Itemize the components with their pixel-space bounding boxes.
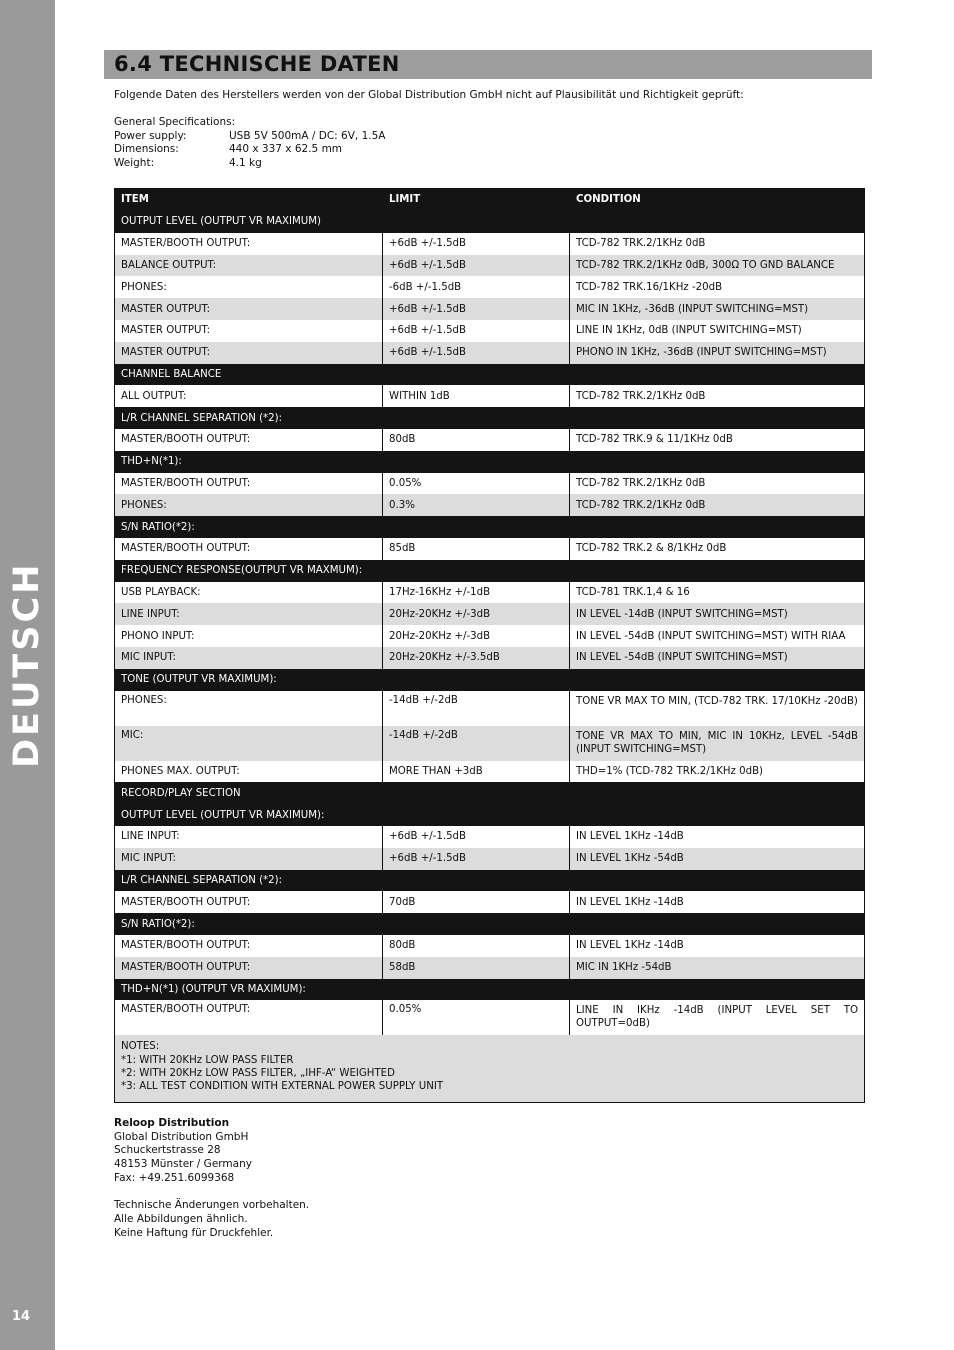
page-number: 14	[12, 1309, 31, 1324]
section-label: L/R CHANNEL SEPARATION (*2):	[115, 407, 865, 429]
limit-cell: -6dB +/-1.5dB	[383, 276, 570, 298]
limit-cell: +6dB +/-1.5dB	[383, 320, 570, 342]
section-row	[115, 870, 865, 892]
spec-label: Power supply:	[114, 129, 187, 142]
footer-disclaimer: Alle Abbildungen ähnlich.	[114, 1212, 248, 1225]
sidebar	[0, 0, 55, 1350]
condition-cell: IN LEVEL 1KHz -14dB	[570, 935, 865, 957]
table-row	[115, 935, 865, 957]
section-row	[115, 516, 865, 538]
condition-cell: TCD-782 TRK.2/1KHz 0dB	[570, 473, 865, 495]
item-cell: PHONES MAX. OUTPUT:	[115, 761, 383, 783]
table-row	[115, 957, 865, 979]
item-cell: BALANCE OUTPUT:	[115, 255, 383, 277]
general-specifications-heading: General Specifications:	[114, 116, 236, 128]
table-row	[115, 582, 865, 604]
limit-cell: 58dB	[383, 957, 570, 979]
condition-cell: TCD-782 TRK.2 & 8/1KHz 0dB	[570, 538, 865, 560]
table-header-row	[115, 188, 865, 211]
footer-address-line: Global Distribution GmbH	[114, 1130, 249, 1143]
note-line: NOTES:	[121, 1041, 160, 1053]
table-row	[115, 1000, 865, 1035]
section-row	[115, 407, 865, 429]
limit-cell: 0.05%	[383, 1000, 570, 1035]
table-row	[115, 691, 865, 726]
limit-cell: 0.05%	[383, 473, 570, 495]
section-label: S/N RATIO(*2):	[115, 913, 865, 935]
condition-cell: TCD-782 TRK.2/1KHz 0dB	[570, 233, 865, 255]
section-title: 6.4 TECHNISCHE DATEN	[114, 52, 400, 76]
item-cell: MIC INPUT:	[115, 848, 383, 870]
item-cell: MASTER/BOOTH OUTPUT:	[115, 957, 383, 979]
condition-cell: TCD-782 TRK.2/1KHz 0dB, 300Ω TO GND BALANCE	[570, 255, 865, 277]
header-item: ITEM	[115, 188, 383, 211]
notes-cell	[115, 1035, 865, 1103]
item-cell: LINE INPUT:	[115, 603, 383, 625]
table-row	[115, 429, 865, 451]
item-cell: MASTER/BOOTH OUTPUT:	[115, 1000, 383, 1035]
limit-cell: 85dB	[383, 538, 570, 560]
limit-cell: 80dB	[383, 429, 570, 451]
section-label: CHANNEL BALANCE	[115, 364, 865, 386]
limit-cell: 0.3%	[383, 494, 570, 516]
section-label: FREQUENCY RESPONSE(OUTPUT VR MAXMUM):	[115, 560, 865, 582]
item-cell: MASTER OUTPUT:	[115, 298, 383, 320]
section-row	[115, 804, 865, 826]
table-row	[115, 473, 865, 495]
spec-value: 4.1 kg	[229, 156, 262, 169]
item-cell: PHONO INPUT:	[115, 625, 383, 647]
section-label: THD+N(*1):	[115, 451, 865, 473]
condition-cell: IN LEVEL -54dB (INPUT SWITCHING=MST)	[570, 647, 865, 669]
spec-label: Dimensions:	[114, 143, 179, 156]
limit-cell: 17Hz-16KHz +/-1dB	[383, 582, 570, 604]
table-row	[115, 761, 865, 783]
item-cell: MASTER/BOOTH OUTPUT:	[115, 538, 383, 560]
section-row	[115, 364, 865, 386]
table-row	[115, 494, 865, 516]
condition-cell: LINE IN IKHz -14dB (INPUT LEVEL SET TO OUTPUT=0dB)	[570, 1000, 865, 1035]
limit-cell: 80dB	[383, 935, 570, 957]
table-row	[115, 726, 865, 761]
limit-cell: -14dB +/-2dB	[383, 691, 570, 726]
table-row	[115, 625, 865, 647]
section-row	[115, 451, 865, 473]
limit-cell: 20Hz-20KHz +/-3dB	[383, 603, 570, 625]
table-row	[115, 826, 865, 848]
condition-cell: TCD-782 TRK.2/1KHz 0dB	[570, 494, 865, 516]
condition-cell: TONE VR MAX TO MIN, MIC IN 10KHz, LEVEL -54dB (INPUT SWITCHING=MST)	[570, 726, 865, 761]
limit-cell: +6dB +/-1.5dB	[383, 826, 570, 848]
section-row	[115, 669, 865, 691]
note-line: *2: WITH 20KHz LOW PASS FILTER, „IHF-A“ WEIGHTED	[121, 1067, 395, 1079]
header-condition: CONDITION	[570, 188, 865, 211]
footer-disclaimer: Technische Änderungen vorbehalten.	[114, 1199, 310, 1212]
item-cell: ALL OUTPUT:	[115, 385, 383, 407]
condition-cell: TCD-782 TRK.16/1KHz -20dB	[570, 276, 865, 298]
header-limit: LIMIT	[383, 188, 570, 211]
note-line: *3: ALL TEST CONDITION WITH EXTERNAL POWER SUPPLY UNIT	[121, 1080, 444, 1092]
limit-cell: 70dB	[383, 891, 570, 913]
item-cell: MASTER OUTPUT:	[115, 342, 383, 364]
section-label: S/N RATIO(*2):	[115, 516, 865, 538]
table-row	[115, 320, 865, 342]
table-row	[115, 891, 865, 913]
limit-cell: +6dB +/-1.5dB	[383, 298, 570, 320]
section-row	[115, 211, 865, 233]
limit-cell: 20Hz-20KHz +/-3dB	[383, 625, 570, 647]
section-label: TONE (OUTPUT VR MAXIMUM):	[115, 669, 865, 691]
limit-cell: WITHIN 1dB	[383, 385, 570, 407]
section-heading-bar	[104, 50, 872, 79]
footer-fax: Fax: +49.251.6099368	[114, 1171, 235, 1184]
section-label: L/R CHANNEL SEPARATION (*2):	[115, 870, 865, 892]
item-cell: MASTER OUTPUT:	[115, 320, 383, 342]
condition-cell: MIC IN 1KHz, -36dB (INPUT SWITCHING=MST)	[570, 298, 865, 320]
section-row	[115, 560, 865, 582]
spec-row	[114, 130, 385, 144]
footer-address-line: Schuckertstrasse 28	[114, 1144, 221, 1157]
condition-cell: THD=1% (TCD-782 TRK.2/1KHz 0dB)	[570, 761, 865, 783]
table-row	[115, 276, 865, 298]
item-cell: MIC INPUT:	[115, 647, 383, 669]
limit-cell: -14dB +/-2dB	[383, 726, 570, 761]
section-row	[115, 979, 865, 1001]
table-row	[115, 255, 865, 277]
notes-row	[115, 1035, 865, 1103]
spec-row	[114, 143, 385, 157]
condition-cell: IN LEVEL 1KHz -14dB	[570, 826, 865, 848]
condition-cell: TONE VR MAX TO MIN, (TCD-782 TRK. 17/10KHz -20dB)	[570, 691, 865, 726]
item-cell: LINE INPUT:	[115, 826, 383, 848]
note-line: *1: WITH 20KHz LOW PASS FILTER	[121, 1054, 294, 1066]
section-row	[115, 782, 865, 804]
item-cell: PHONES:	[115, 494, 383, 516]
condition-cell: PHONO IN 1KHz, -36dB (INPUT SWITCHING=MST)	[570, 342, 865, 364]
item-cell: MASTER/BOOTH OUTPUT:	[115, 891, 383, 913]
table-row	[115, 233, 865, 255]
condition-cell: TCD-782 TRK.2/1KHz 0dB	[570, 385, 865, 407]
section-label: OUTPUT LEVEL (OUTPUT VR MAXIMUM):	[115, 804, 865, 826]
footer-company: Reloop Distribution	[114, 1117, 230, 1129]
item-cell: MIC:	[115, 726, 383, 761]
limit-cell: 20Hz-20KHz +/-3.5dB	[383, 647, 570, 669]
item-cell: MASTER/BOOTH OUTPUT:	[115, 473, 383, 495]
section-label: RECORD/PLAY SECTION	[115, 782, 865, 804]
item-cell: MASTER/BOOTH OUTPUT:	[115, 233, 383, 255]
general-specifications	[114, 116, 385, 170]
item-cell: PHONES:	[115, 691, 383, 726]
spec-table	[114, 188, 865, 1103]
item-cell: MASTER/BOOTH OUTPUT:	[115, 935, 383, 957]
table-row	[115, 603, 865, 625]
section-label: THD+N(*1) (OUTPUT VR MAXIMUM):	[115, 979, 865, 1001]
condition-cell: TCD-782 TRK.9 & 11/1KHz 0dB	[570, 429, 865, 451]
footer-disclaimer: Keine Haftung für Druckfehler.	[114, 1226, 274, 1239]
spec-row	[114, 157, 385, 171]
table-row	[115, 385, 865, 407]
language-label: DEUTSCH	[7, 561, 47, 768]
section-row	[115, 913, 865, 935]
item-cell: MASTER/BOOTH OUTPUT:	[115, 429, 383, 451]
item-cell: USB PLAYBACK:	[115, 582, 383, 604]
intro-text: Folgende Daten des Herstellers werden von der Global Distribution GmbH nicht auf Plausibilität und Richtigkeit geprüft:	[114, 89, 744, 101]
table-row	[115, 538, 865, 560]
condition-cell: IN LEVEL 1KHz -14dB	[570, 891, 865, 913]
spec-label: Weight:	[114, 156, 155, 169]
section-label: OUTPUT LEVEL (OUTPUT VR MAXIMUM)	[115, 211, 865, 233]
condition-cell: IN LEVEL 1KHz -54dB	[570, 848, 865, 870]
footer-address-line: 48153 Münster / Germany	[114, 1158, 252, 1171]
spec-value: 440 x 337 x 62.5 mm	[229, 143, 343, 156]
spec-value: USB 5V 500mA / DC: 6V, 1.5A	[229, 129, 386, 142]
condition-cell: TCD-781 TRK.1,4 & 16	[570, 582, 865, 604]
table-row	[115, 342, 865, 364]
limit-cell: +6dB +/-1.5dB	[383, 255, 570, 277]
condition-cell: LINE IN 1KHz, 0dB (INPUT SWITCHING=MST)	[570, 320, 865, 342]
table-row	[115, 848, 865, 870]
limit-cell: +6dB +/-1.5dB	[383, 233, 570, 255]
limit-cell: +6dB +/-1.5dB	[383, 342, 570, 364]
condition-cell: MIC IN 1KHz -54dB	[570, 957, 865, 979]
limit-cell: +6dB +/-1.5dB	[383, 848, 570, 870]
condition-cell: IN LEVEL -54dB (INPUT SWITCHING=MST) WITH RIAA	[570, 625, 865, 647]
condition-cell: IN LEVEL -14dB (INPUT SWITCHING=MST)	[570, 603, 865, 625]
table-row	[115, 647, 865, 669]
table-row	[115, 298, 865, 320]
footer	[114, 1117, 309, 1240]
item-cell: PHONES:	[115, 276, 383, 298]
limit-cell: MORE THAN +3dB	[383, 761, 570, 783]
